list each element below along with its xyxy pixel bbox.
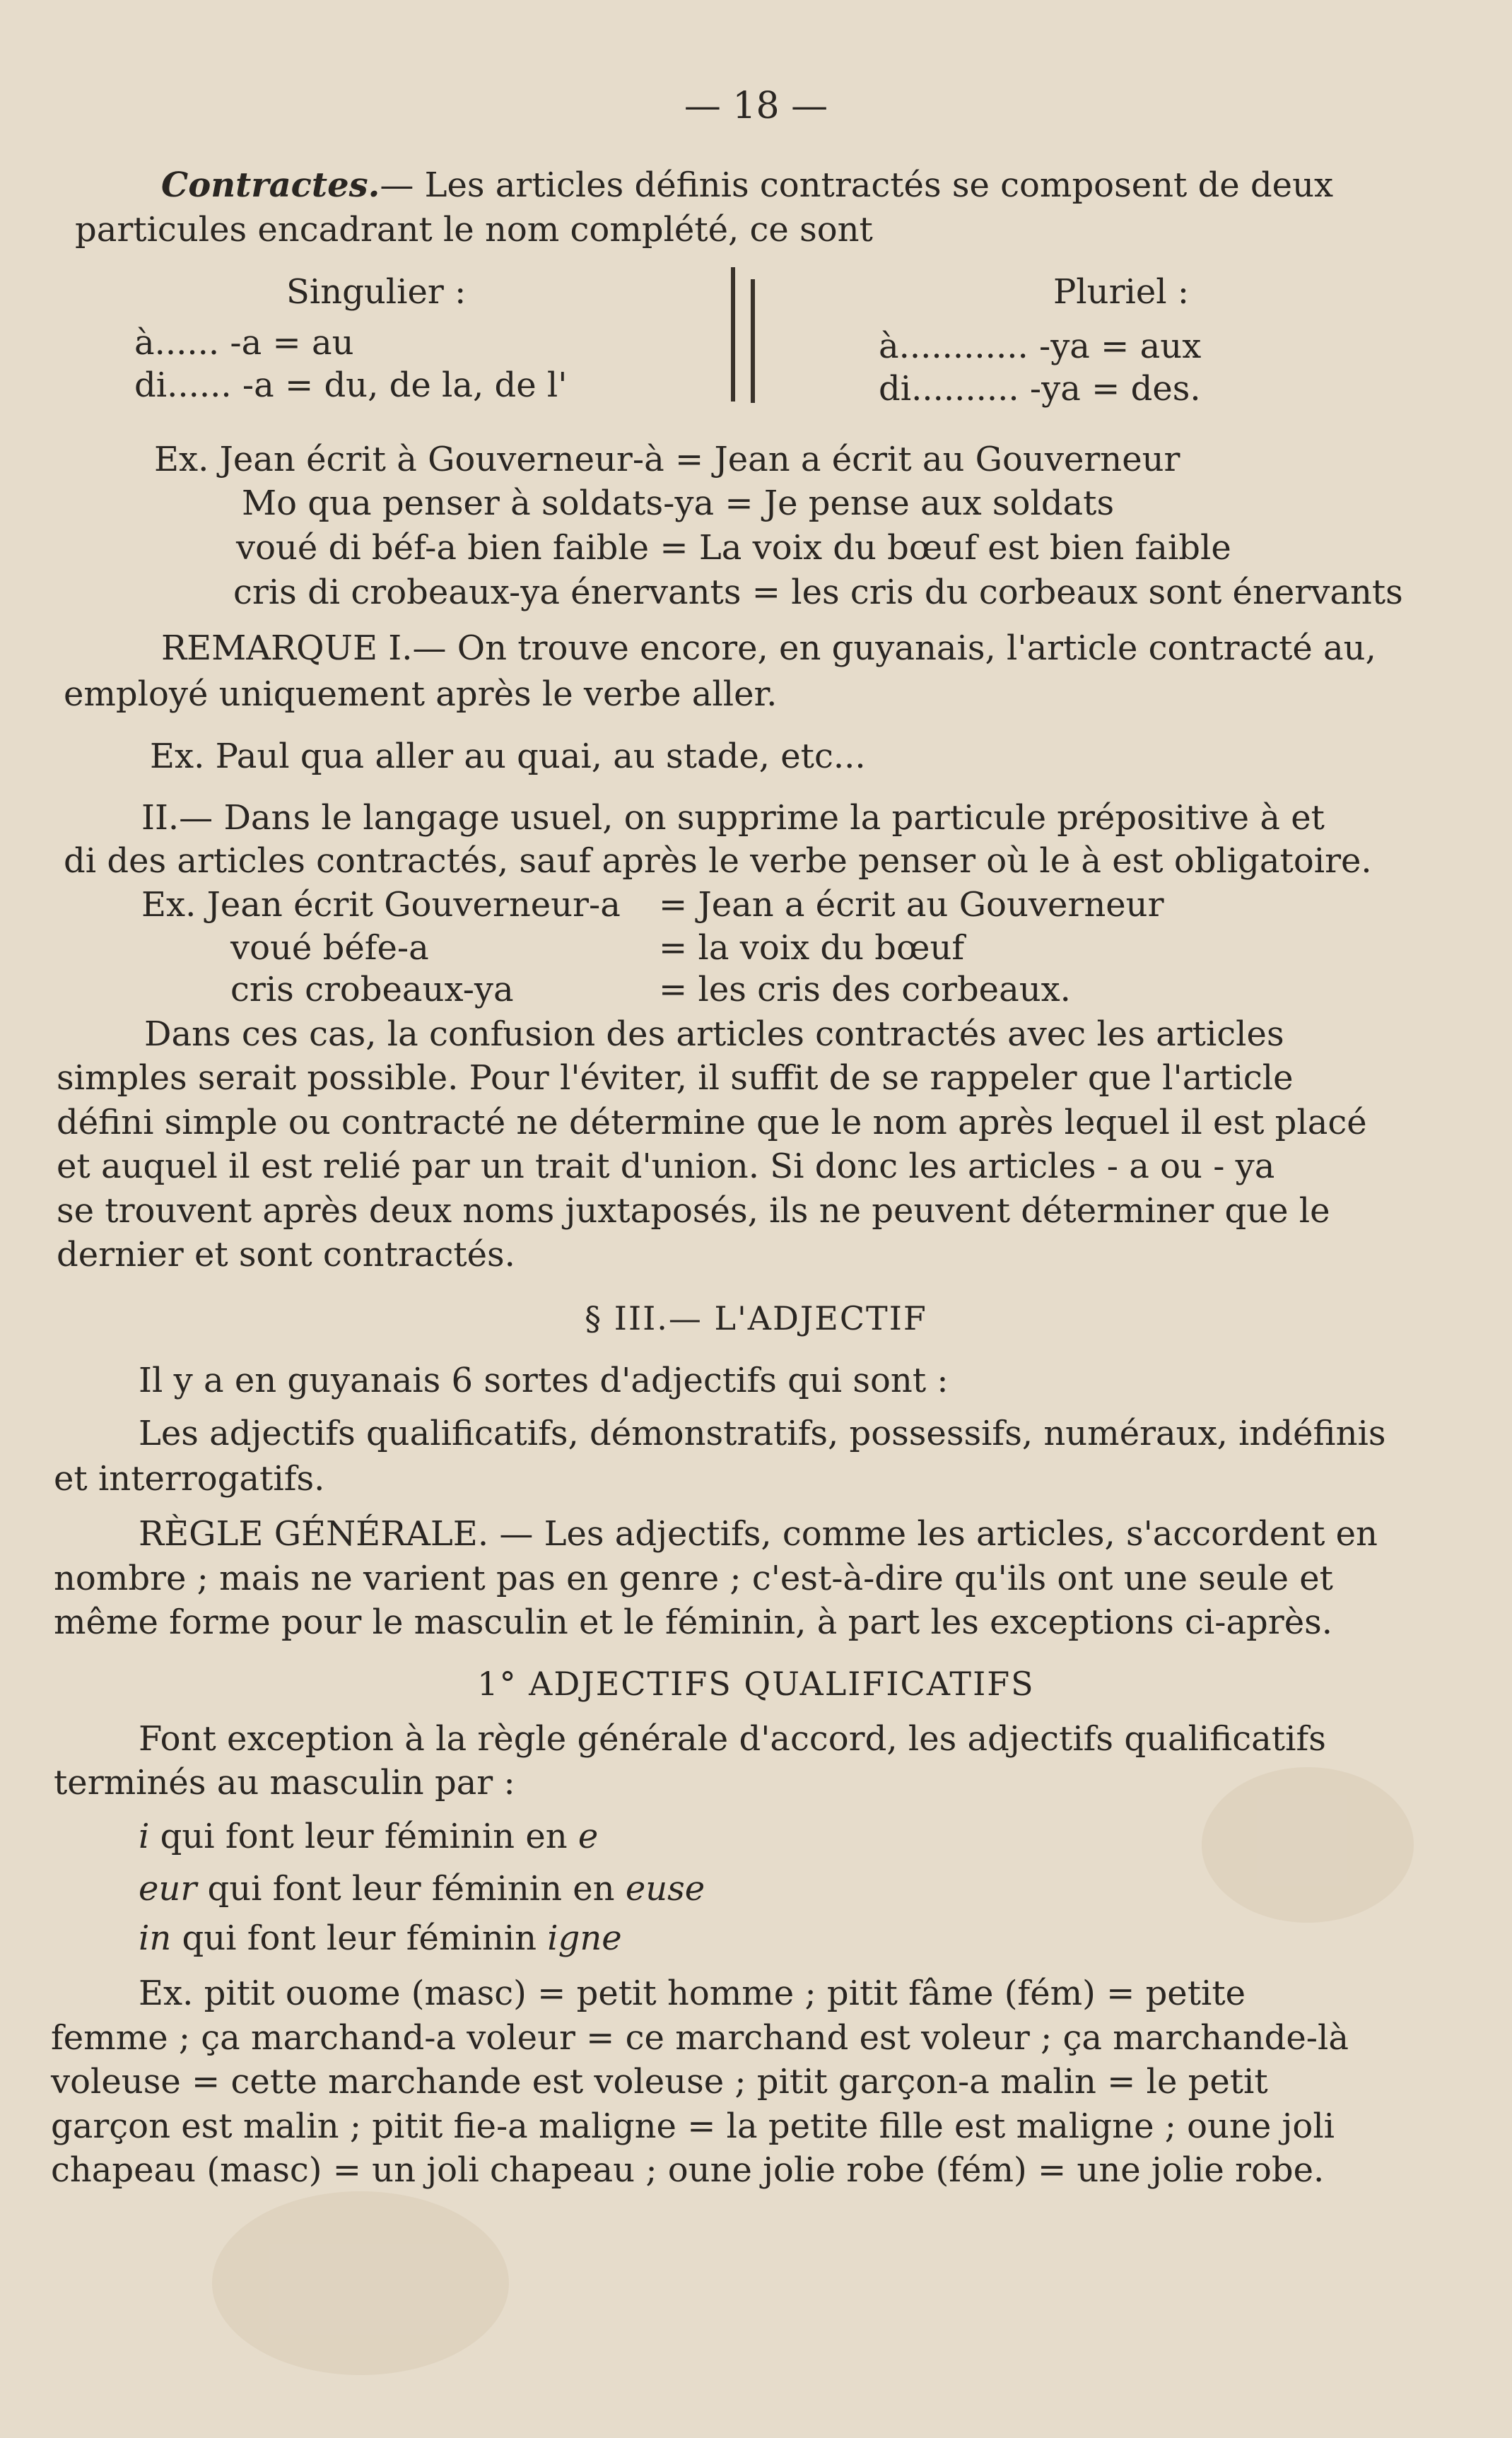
paper-stain [212,2191,509,2375]
dans-paragraph-line-1: Dans ces cas, la confusion des articles contractés avec les articles [144,1014,1284,1054]
subsection-title: 1° ADJECTIFS QUALIFICATIFS [477,1665,1035,1703]
example-2-3-right: = les cris des corbeaux. [659,970,1071,1009]
dans-paragraph-line-3: défini simple ou contracté ne détermine que le nom après lequel il est placé [57,1103,1367,1142]
table-divider-left [731,267,735,402]
ending-item-in [139,1917,622,1959]
adjectives-intro: Il y a en guyanais 6 sortes d'adjectifs qui sont : [139,1361,949,1400]
contractes-line-1-text: — Les articles définis contractés se composent de deux [380,165,1334,205]
contractes-line-2: particules encadrant le nom complété, ce sont [75,210,873,250]
ending-eur-feminine: euse [625,1869,705,1909]
section-title: § III.— L'ADJECTIF [585,1299,927,1337]
regle-line-1: RÈGLE GÉNÉRALE. — Les adjectifs, comme les articles, s'accordent en [139,1514,1378,1554]
example-2-1-left: Ex. Jean écrit Gouverneur-a [141,885,621,925]
example-2-3-left: cris crobeaux-ya [230,970,514,1009]
remarque-2-line-1: II.— Dans le langage usuel, on supprime la particule prépositive à et [141,798,1325,838]
contractes-heading: Contractes. [161,165,380,205]
table-divider-right [751,279,755,403]
pluriel-header: Pluriel : [1053,272,1190,312]
remarque-1-line-2: employé uniquement après le verbe aller. [64,674,778,714]
regle-line-2: nombre ; mais ne varient pas en genre ; c'est-à-dire qu'ils ont une seule et [54,1559,1333,1598]
contractes-line-1 [161,164,1428,206]
ending-i-text: qui font leur féminin en [149,1817,578,1856]
regle-line-3: même forme pour le masculin et le féminin, à part les exceptions ci-après. [54,1602,1333,1642]
singulier-header: Singulier : [286,272,467,312]
dans-paragraph-line-4: et auquel il est relié par un trait d'union. Si donc les articles - a ou - ya [57,1147,1275,1186]
font-exception-line-1: Font exception à la règle générale d'accord, les adjectifs qualificatifs [139,1719,1326,1759]
dans-paragraph-line-6: dernier et sont contractés. [57,1235,515,1274]
example-2-1-right: = Jean a écrit au Gouverneur [659,885,1164,925]
ending-eur-text: qui font leur féminin en [197,1869,626,1909]
remarque-1-example: Ex. Paul qua aller au quai, au stade, etc... [150,737,866,776]
final-example-line-1: Ex. pitit ouome (masc) = petit homme ; pitit fâme (fém) = petite [139,1974,1246,2013]
adjectives-list-line-1: Les adjectifs qualificatifs, démonstratifs, possessifs, numéraux, indéfinis [139,1414,1386,1453]
ending-i-feminine: e [578,1817,599,1856]
adjectives-list-line-2: et interrogatifs. [54,1459,325,1499]
ending-eur: eur [139,1869,197,1909]
ending-item-i [139,1815,598,1858]
pluriel-row-2: di.......... -ya = des. [879,369,1201,409]
ending-i: i [139,1817,150,1856]
ending-item-eur [139,1868,705,1910]
example-4-line: cris di crobeaux-ya énervants = les cris du corbeaux sont énervants [233,573,1403,612]
final-example-line-3: voleuse = cette marchande est voleuse ; pitit garçon-a malin = le petit [51,2062,1268,2102]
ending-in-feminine: igne [547,1918,622,1958]
paper-stain [1202,1767,1414,1923]
dans-paragraph-line-5: se trouvent après deux noms juxtaposés, ils ne peuvent déterminer que le [57,1191,1330,1231]
font-exception-line-2: terminés au masculin par : [54,1763,515,1803]
singulier-row-2: di...... -a = du, de la, de l' [134,365,568,405]
remarque-2-line-2: di des articles contractés, sauf après le verbe penser où le à est obligatoire. [64,841,1372,881]
example-2-2-right: = la voix du bœuf [659,928,965,968]
final-example-line-4: garçon est malin ; pitit fie-a maligne = la petite fille est maligne ; oune joli [51,2106,1335,2146]
example-1-line: Ex. Jean écrit à Gouverneur-à = Jean a écrit au Gouverneur [154,440,1180,479]
final-example-line-2: femme ; ça marchand-a voleur = ce marchand est voleur ; ça marchande-là [51,2018,1349,2058]
ending-in-text: qui font leur féminin [171,1918,548,1958]
final-example-line-5: chapeau (masc) = un joli chapeau ; oune jolie robe (fém) = une jolie robe. [51,2150,1325,2190]
singulier-row-1: à...... -a = au [134,323,354,363]
remarque-1-line-1: REMARQUE I.— On trouve encore, en guyanais, l'article contracté au, [161,628,1376,668]
page-number: — 18 — [684,85,828,127]
dans-paragraph-line-2: simples serait possible. Pour l'éviter, il suffit de se rappeler que l'article [57,1058,1294,1098]
example-3-line: voué di béf-a bien faible = La voix du bœuf est bien faible [236,528,1231,568]
example-2-line: Mo qua penser à soldats-ya = Je pense aux soldats [242,484,1115,523]
ending-in: in [139,1918,172,1958]
pluriel-row-1: à............ -ya = aux [879,327,1202,366]
example-2-2-left: voué béfe-a [230,928,429,968]
